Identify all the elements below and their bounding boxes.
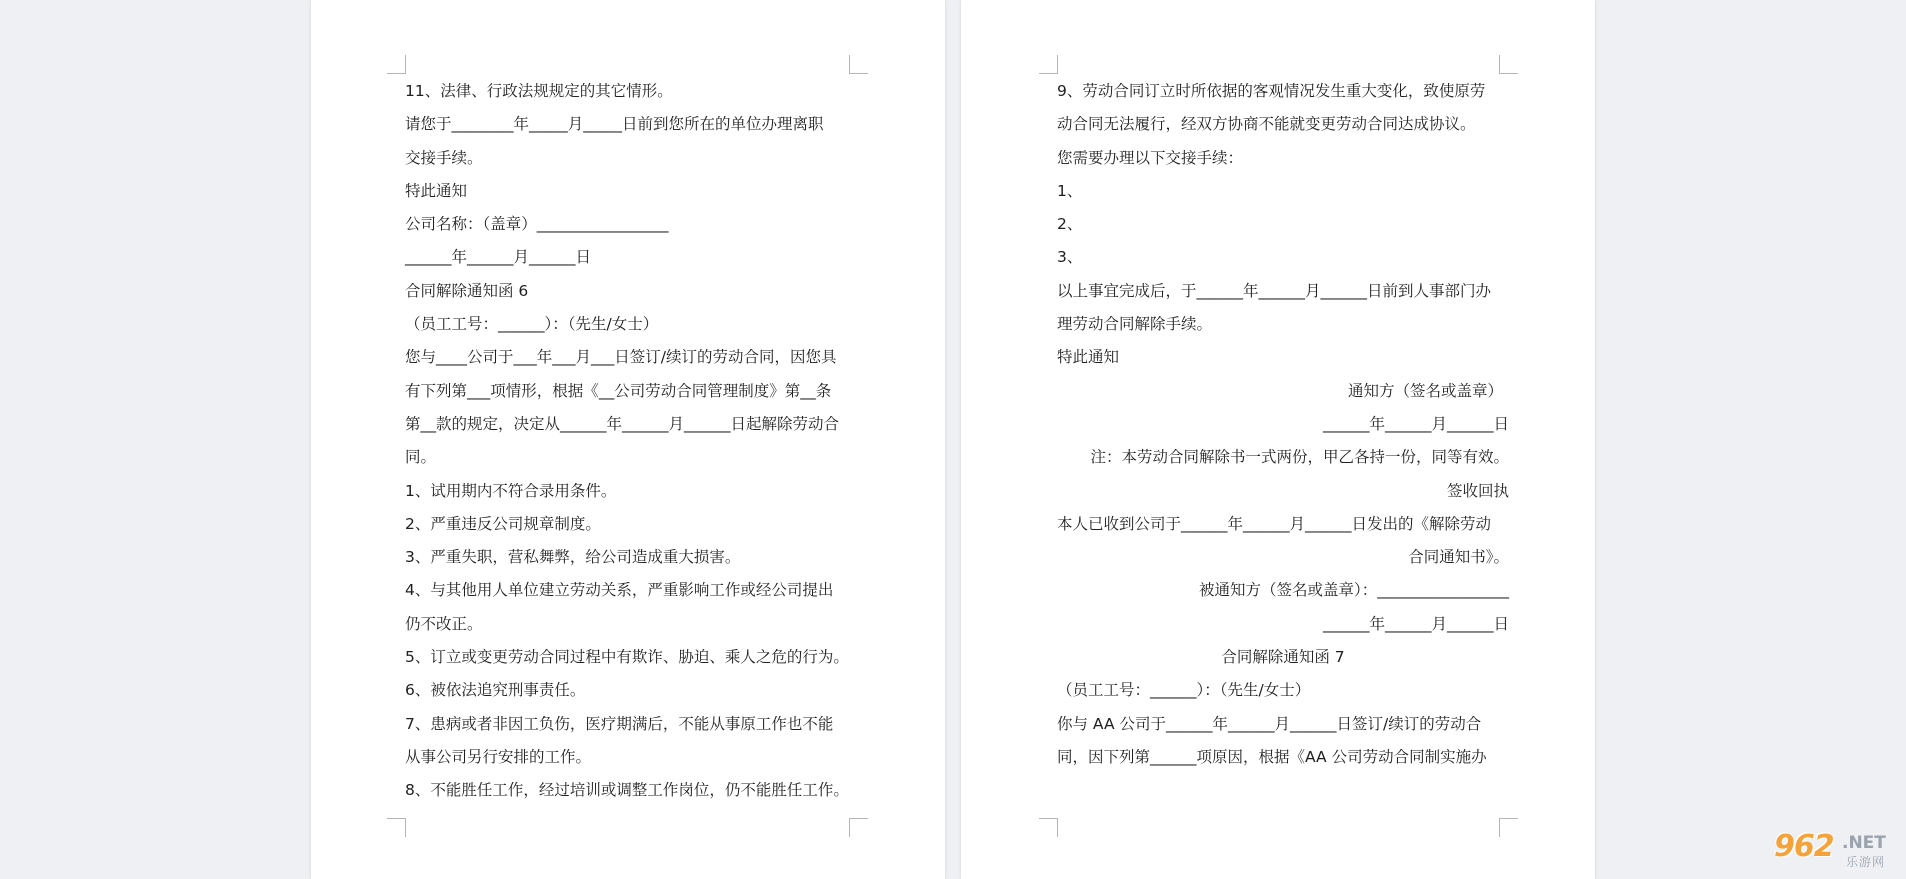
margin-corner-mark: [387, 55, 406, 74]
list-item: 5、订立或变更劳动合同过程中有欺诈、胁迫、乘人之危的行为。: [405, 648, 849, 667]
paragraph-line: 您与____公司于___年___月___日签订/续订的劳动合同，因您具: [405, 348, 837, 367]
list-item: 1、: [1057, 181, 1083, 200]
paragraph-line: 本人已收到公司于______年______月______日发出的《解除劳动: [1057, 514, 1492, 533]
section-heading: 合同解除通知函 6: [405, 281, 529, 300]
margin-corner-mark: [1039, 55, 1058, 74]
paragraph-line: 您需要办理以下交接手续：: [1057, 148, 1244, 167]
paragraph-line: （员工工号：______）：（先生/女士）: [1057, 681, 1311, 700]
margin-corner-mark: [1499, 818, 1518, 837]
list-item: 1、试用期内不符合录用条件。: [405, 481, 617, 500]
note-line: 注：本劳动合同解除书一式两份，甲乙各持一份，同等有效。: [1090, 448, 1509, 467]
list-item: 3、: [1057, 248, 1083, 267]
page-text-body[interactable]: [1057, 75, 1509, 774]
paragraph-line: （员工工号：______）：（先生/女士）: [405, 315, 659, 334]
paragraph-line: 同。: [405, 448, 437, 467]
watermark-subtitle: 乐游网: [1846, 855, 1886, 869]
list-item: 2、: [1057, 215, 1083, 234]
signature-label: 被通知方（签名或盖章）：_________________: [1198, 581, 1509, 600]
list-item: 2、严重违反公司规章制度。: [405, 514, 601, 533]
list-item: 仍不改正。: [405, 614, 483, 633]
list-item: 8、不能胜任工作，经过培训或调整工作岗位，仍不能胜任工作。: [405, 781, 849, 800]
date-line: ______年______月______日: [1322, 614, 1509, 633]
list-item: 4、与其他用人单位建立劳动关系，严重影响工作或经公司提出: [405, 581, 834, 600]
paragraph-line: 合同通知书》。: [1408, 548, 1509, 567]
list-item: 动合同无法履行，经双方协商不能就变更劳动合同达成协议。: [1057, 115, 1476, 134]
list-item: 3、严重失职，营私舞弊，给公司造成重大损害。: [405, 548, 741, 567]
margin-corner-mark: [1499, 55, 1518, 74]
paragraph-line: 交接手续。: [405, 148, 483, 167]
paragraph-line: 以上事宜完成后，于______年______月______日前到人事部门办: [1057, 281, 1492, 300]
paragraph-line: 有下列第___项情形，根据《__公司劳动合同管理制度》第__条: [405, 381, 832, 400]
watermark-number: 962: [1774, 829, 1834, 864]
date-line: ______年______月______日: [1322, 414, 1509, 433]
page-text-body[interactable]: [405, 75, 857, 808]
list-item: 6、被依法追究刑事责任。: [405, 681, 586, 700]
paragraph-line: 公司名称：（盖章）_________________: [405, 215, 669, 234]
paragraph-line: 请您于________年_____月_____日前到您所在的单位办理离职: [405, 115, 824, 134]
paragraph-line: 11、法律、行政法规规定的其它情形。: [405, 82, 673, 100]
section-heading: 合同解除通知函 7: [1221, 648, 1345, 667]
paragraph-line: 理劳动合同解除手续。: [1057, 315, 1213, 334]
paragraph-line: 特此通知: [405, 181, 468, 200]
margin-corner-mark: [849, 818, 868, 837]
margin-corner-mark: [1039, 818, 1058, 837]
site-watermark-logo: [1772, 829, 1900, 875]
signature-label: 通知方（签名或盖章）: [1347, 381, 1503, 400]
watermark-domain: .NET: [1842, 833, 1886, 853]
margin-corner-mark: [387, 818, 406, 837]
document-page-left[interactable]: [311, 0, 945, 879]
paragraph-line: 你与 AA 公司于______年______月______日签订/续订的劳动合: [1057, 714, 1482, 733]
paragraph-line: 第__款的规定，决定从______年______月______日起解除劳动合: [405, 414, 840, 433]
paragraph-line: ______年______月______日: [405, 248, 592, 267]
list-item: 7、患病或者非因工负伤，医疗期满后，不能从事原工作也不能: [405, 714, 834, 733]
paragraph-line: 同，因下列第______项原因，根据《AA 公司劳动合同制实施办: [1057, 747, 1487, 766]
list-item: 从事公司另行安排的工作。: [405, 747, 592, 766]
margin-corner-mark: [849, 55, 868, 74]
receipt-heading: 签收回执: [1446, 481, 1509, 500]
list-item: 9、劳动合同订立时所依据的客观情况发生重大变化，致使原劳: [1057, 82, 1486, 100]
paragraph-line: 特此通知: [1057, 348, 1120, 367]
document-page-right[interactable]: [961, 0, 1595, 879]
